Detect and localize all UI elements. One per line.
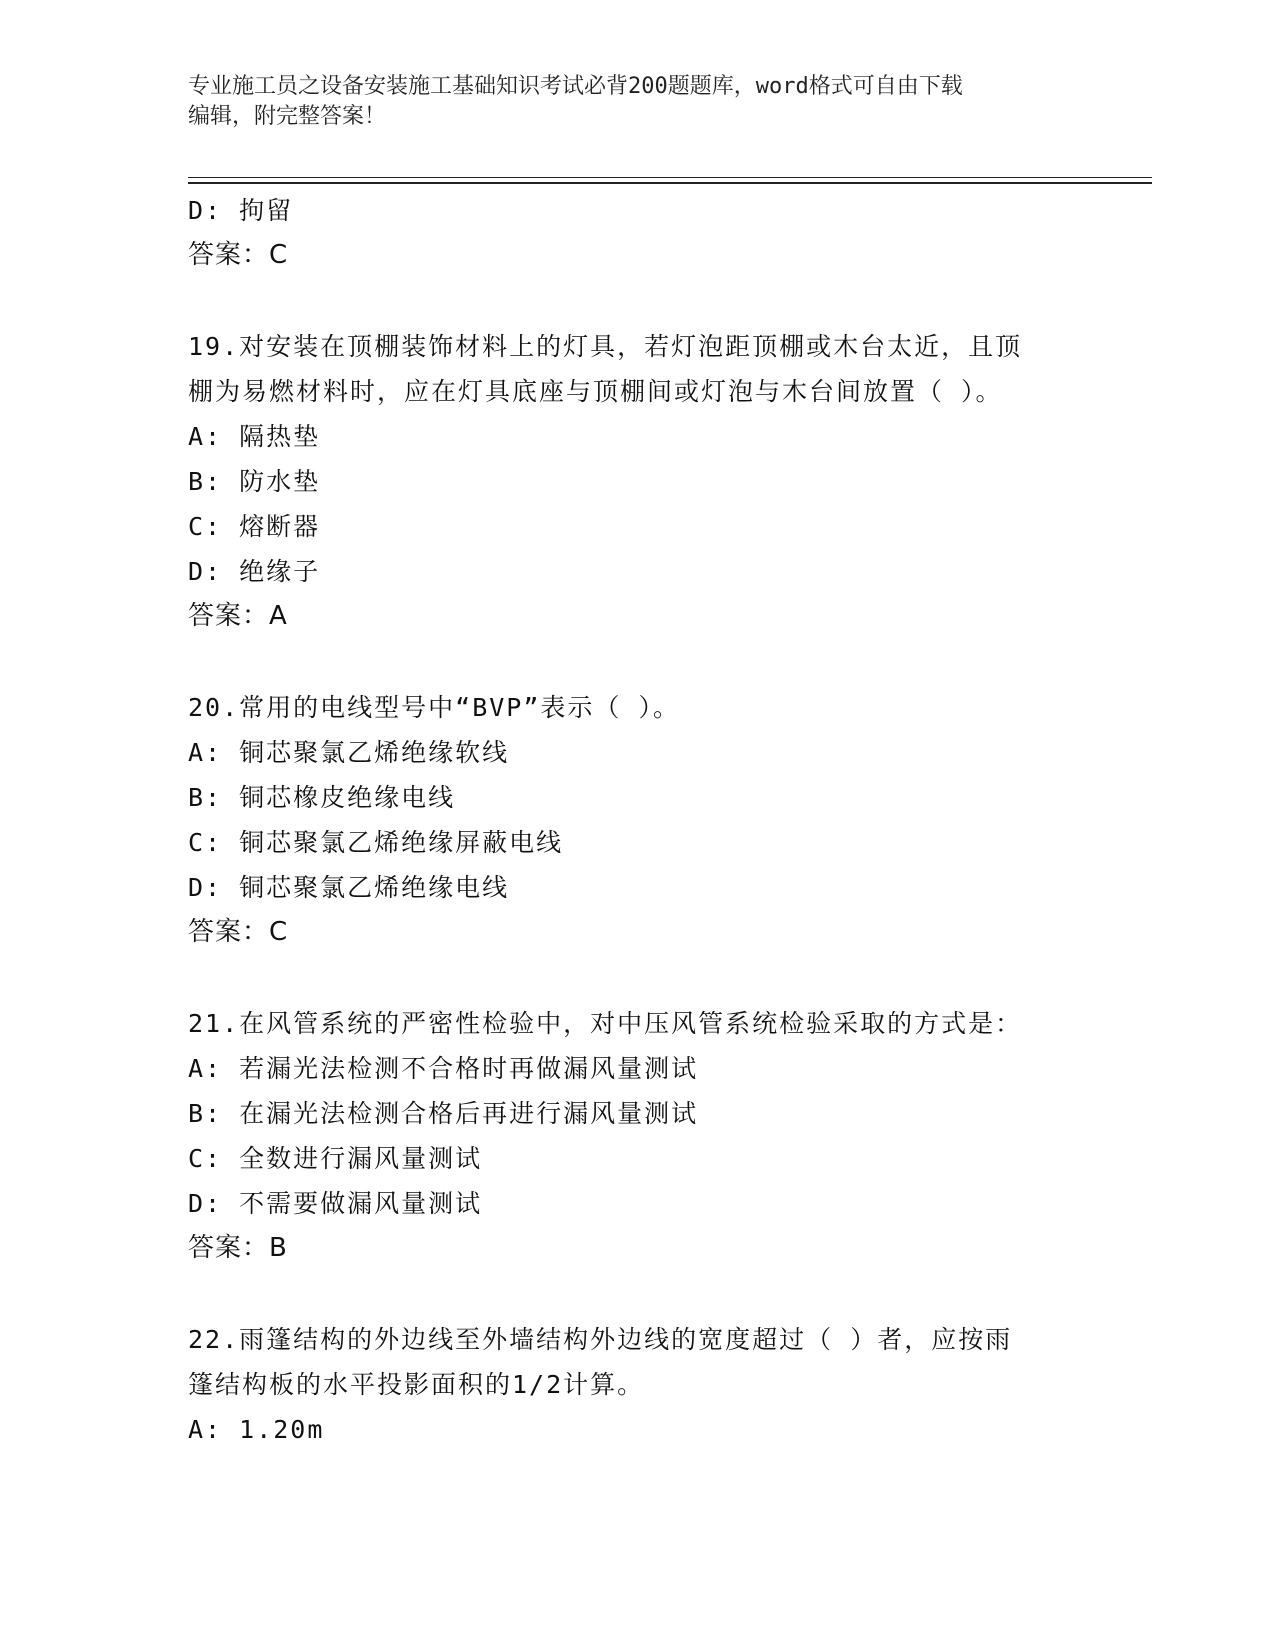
question-stem: 棚为易燃材料时，应在灯具底座与顶棚间或灯泡与木台间放置（ ）。 bbox=[188, 377, 1003, 406]
prev-option-d: D: 拘留 bbox=[188, 196, 294, 225]
option-c: C: 熔断器 bbox=[188, 512, 321, 541]
option-a: A: 若漏光法检测不合格时再做漏风量测试 bbox=[188, 1054, 699, 1083]
document-body bbox=[188, 188, 1088, 1452]
answer: 答案：B bbox=[188, 1233, 288, 1263]
header-rule-thin bbox=[188, 177, 1152, 178]
option-d: D: 不需要做漏风量测试 bbox=[188, 1189, 483, 1218]
prev-answer: 答案：C bbox=[188, 240, 289, 270]
option-d: D: 绝缘子 bbox=[188, 557, 321, 586]
document-header bbox=[188, 72, 1068, 132]
option-c: C: 全数进行漏风量测试 bbox=[188, 1144, 483, 1173]
question-22 bbox=[188, 1317, 1088, 1452]
option-b: B: 铜芯橡皮绝缘电线 bbox=[188, 783, 456, 812]
question-20 bbox=[188, 685, 1088, 955]
answer: 答案：C bbox=[188, 917, 289, 947]
answer: 答案：A bbox=[188, 601, 288, 631]
question-stem: 19.对安装在顶棚装饰材料上的灯具，若灯泡距顶棚或木台太近，且顶 bbox=[188, 332, 1023, 361]
option-a: A: 隔热垫 bbox=[188, 422, 321, 451]
question-19 bbox=[188, 324, 1088, 639]
question-stem: 篷结构板的水平投影面积的1/2计算。 bbox=[188, 1370, 645, 1399]
question-21 bbox=[188, 1001, 1088, 1271]
header-line-2: 编辑，附完整答案！ bbox=[188, 104, 387, 129]
option-b: B: 在漏光法检测合格后再进行漏风量测试 bbox=[188, 1099, 699, 1128]
option-a: A: 1.20m bbox=[188, 1415, 325, 1444]
option-d: D: 铜芯聚氯乙烯绝缘电线 bbox=[188, 873, 510, 902]
header-rule-thick bbox=[188, 182, 1152, 184]
option-b: B: 防水垫 bbox=[188, 467, 321, 496]
header-line-1: 专业施工员之设备安装施工基础知识考试必背200题题库，word格式可自由下载 bbox=[188, 74, 963, 99]
question-stem: 20.常用的电线型号中“BVP”表示（ ）。 bbox=[188, 693, 680, 722]
question-stem: 21.在风管系统的严密性检验中，对中压风管系统检验采取的方式是： bbox=[188, 1009, 1023, 1038]
option-a: A: 铜芯聚氯乙烯绝缘软线 bbox=[188, 738, 510, 767]
question-stem: 22.雨篷结构的外边线至外墙结构外边线的宽度超过（ ）者，应按雨 bbox=[188, 1325, 1013, 1354]
option-c: C: 铜芯聚氯乙烯绝缘屏蔽电线 bbox=[188, 828, 564, 857]
